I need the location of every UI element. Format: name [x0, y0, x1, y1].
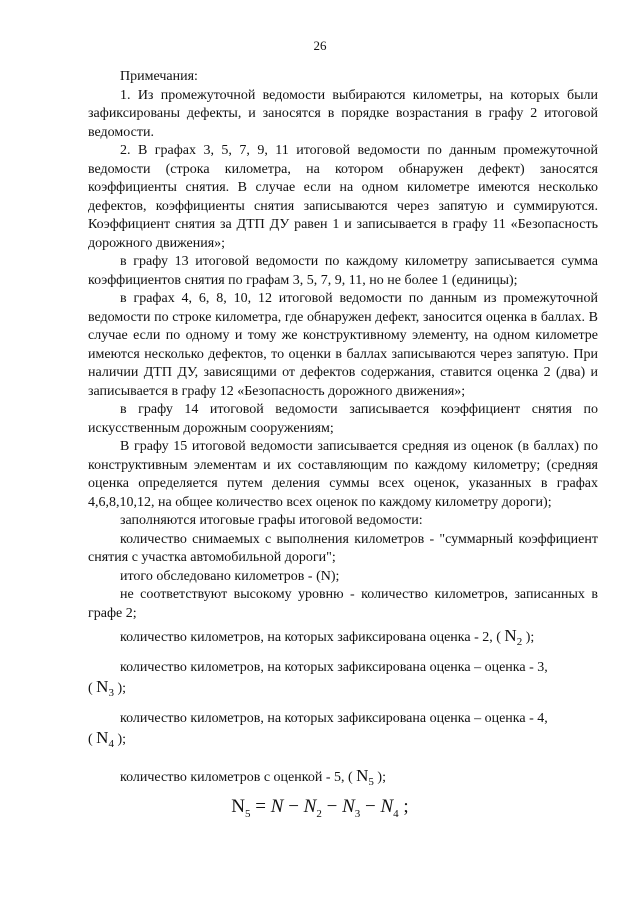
formula-term-n4: N: [380, 796, 394, 817]
count-n4: количество километров, на которых зафиксирована оценка – оценка - 4, ( $N_4$ );: [88, 711, 548, 750]
count-n3-symbol: N: [96, 676, 109, 696]
count-n5-text: количество километров с оценкой - 5, (: [120, 769, 353, 785]
formula-minus-2: −: [321, 796, 343, 817]
count-n5-symbol: N: [356, 765, 369, 785]
count-n5-sub: 5: [368, 775, 374, 788]
page-number: 26: [313, 38, 327, 53]
notes-body: [88, 68, 598, 791]
formula-term-n2: N: [303, 796, 317, 817]
formula-end: ;: [398, 796, 409, 817]
formula-eq: =: [250, 796, 271, 817]
count-n4-symbol: N: [96, 727, 109, 747]
count-n2-end: );: [525, 630, 535, 645]
paragraph-1: 1. Из промежуточной ведомости выбираются километры, на которых были зафиксированы дефекты, и заносятся в порядке возрастания в графу 2 итоговой ведомости.: [88, 87, 598, 140]
count-n3-text: количество километров, на которых зафиксирована оценка – оценка - 3,: [120, 660, 548, 676]
formula-minus-3: −: [360, 796, 381, 817]
count-n5: [88, 767, 598, 791]
paragraph-8: количество снимаемых с выполнения километров - "суммарный коэффициент снятия с участка автомобильной дороги";: [88, 531, 598, 565]
formula-lhs-sub: 5: [245, 807, 251, 820]
paragraph-10: не соответствуют высокому уровню - количество километров, записанных в графе 2;: [88, 587, 598, 621]
count-n3: количество километров, на которых зафиксирована оценка – оценка - 3, ( $N_3$ );: [88, 660, 548, 699]
formula-term-n3: N: [342, 796, 355, 817]
paragraph-6: В графу 15 итоговой ведомости записывается средняя из оценок (в баллах) по конструктивным элементам и их составляющим по каждому километру; (средняя оценка определяется путем деления суммы всех оценок, указанных в графах 4,6,8,10,12, на общее количество всех оценок по каждому километру дороги);: [88, 439, 598, 510]
formula-sub-4: 4: [393, 807, 399, 820]
formula-sub-2: 2: [316, 807, 322, 820]
formula-n5: [0, 796, 640, 820]
formula-term-n: N: [270, 796, 284, 817]
paragraph-2: 2. В графах 3, 5, 7, 9, 11 итоговой ведомости по данным промежуточной ведомости (строка километра, на котором обнаружен дефект) заносятся коэффициенты снятия. В случае если на одном километре имеются несколько дефектов, коэффициенты снятия записываются через запятую и суммируются. Коэффициент снятия за ДТП ДУ равен 1 и записывается в графу 11 «Безопасность дорожного движения»;: [88, 143, 598, 251]
count-n3-sub: 3: [108, 686, 114, 699]
count-n2: [88, 627, 598, 651]
count-n2-text: количество километров, на которых зафиксирована оценка - 2, (: [120, 630, 501, 645]
paragraph-9: итого обследовано километров - (N);: [120, 568, 340, 584]
formula-sub-3: 3: [354, 807, 361, 820]
paragraph-5: в графу 14 итоговой ведомости записывается коэффициент снятия по искусственным дорожным сооружениям;: [88, 402, 598, 436]
paragraph-7: заполняются итоговые графы итоговой ведомости:: [120, 513, 423, 528]
paragraph-4: в графах 4, 6, 8, 10, 12 итоговой ведомости по данным из промежуточной ведомости по строке километра, где обнаружен дефект, заносится оценка в баллах. В случае если по одному и тому же конструктивному элементу, на одном километре имеются несколько дефектов, то оценки в баллах записываются через запятую. При наличии ДТП ДУ, зависящими от дефектов содержания, ставится оценка 2 (два) и записывается в графу 12 «Безопасность дорожного движения»;: [88, 291, 598, 399]
formula-lhs: N: [231, 796, 246, 817]
count-n2-sub: 2: [516, 635, 523, 648]
count-n4-sub: 4: [108, 737, 114, 750]
count-n4-text: количество километров, на которых зафиксирована оценка – оценка - 4,: [120, 711, 548, 727]
formula-minus-1: −: [283, 796, 304, 817]
count-n2-symbol: N: [504, 626, 517, 645]
count-n4-end: );: [117, 731, 127, 747]
count-n5-end: );: [377, 769, 386, 785]
paragraph-3: в графу 13 итоговой ведомости по каждому километру записывается сумма коэффициентов снятия по графам 3, 5, 7, 9, 11, но не более 1 (единицы);: [88, 254, 598, 288]
count-n3-end: );: [117, 680, 127, 696]
notes-heading: Примечания:: [120, 69, 198, 84]
